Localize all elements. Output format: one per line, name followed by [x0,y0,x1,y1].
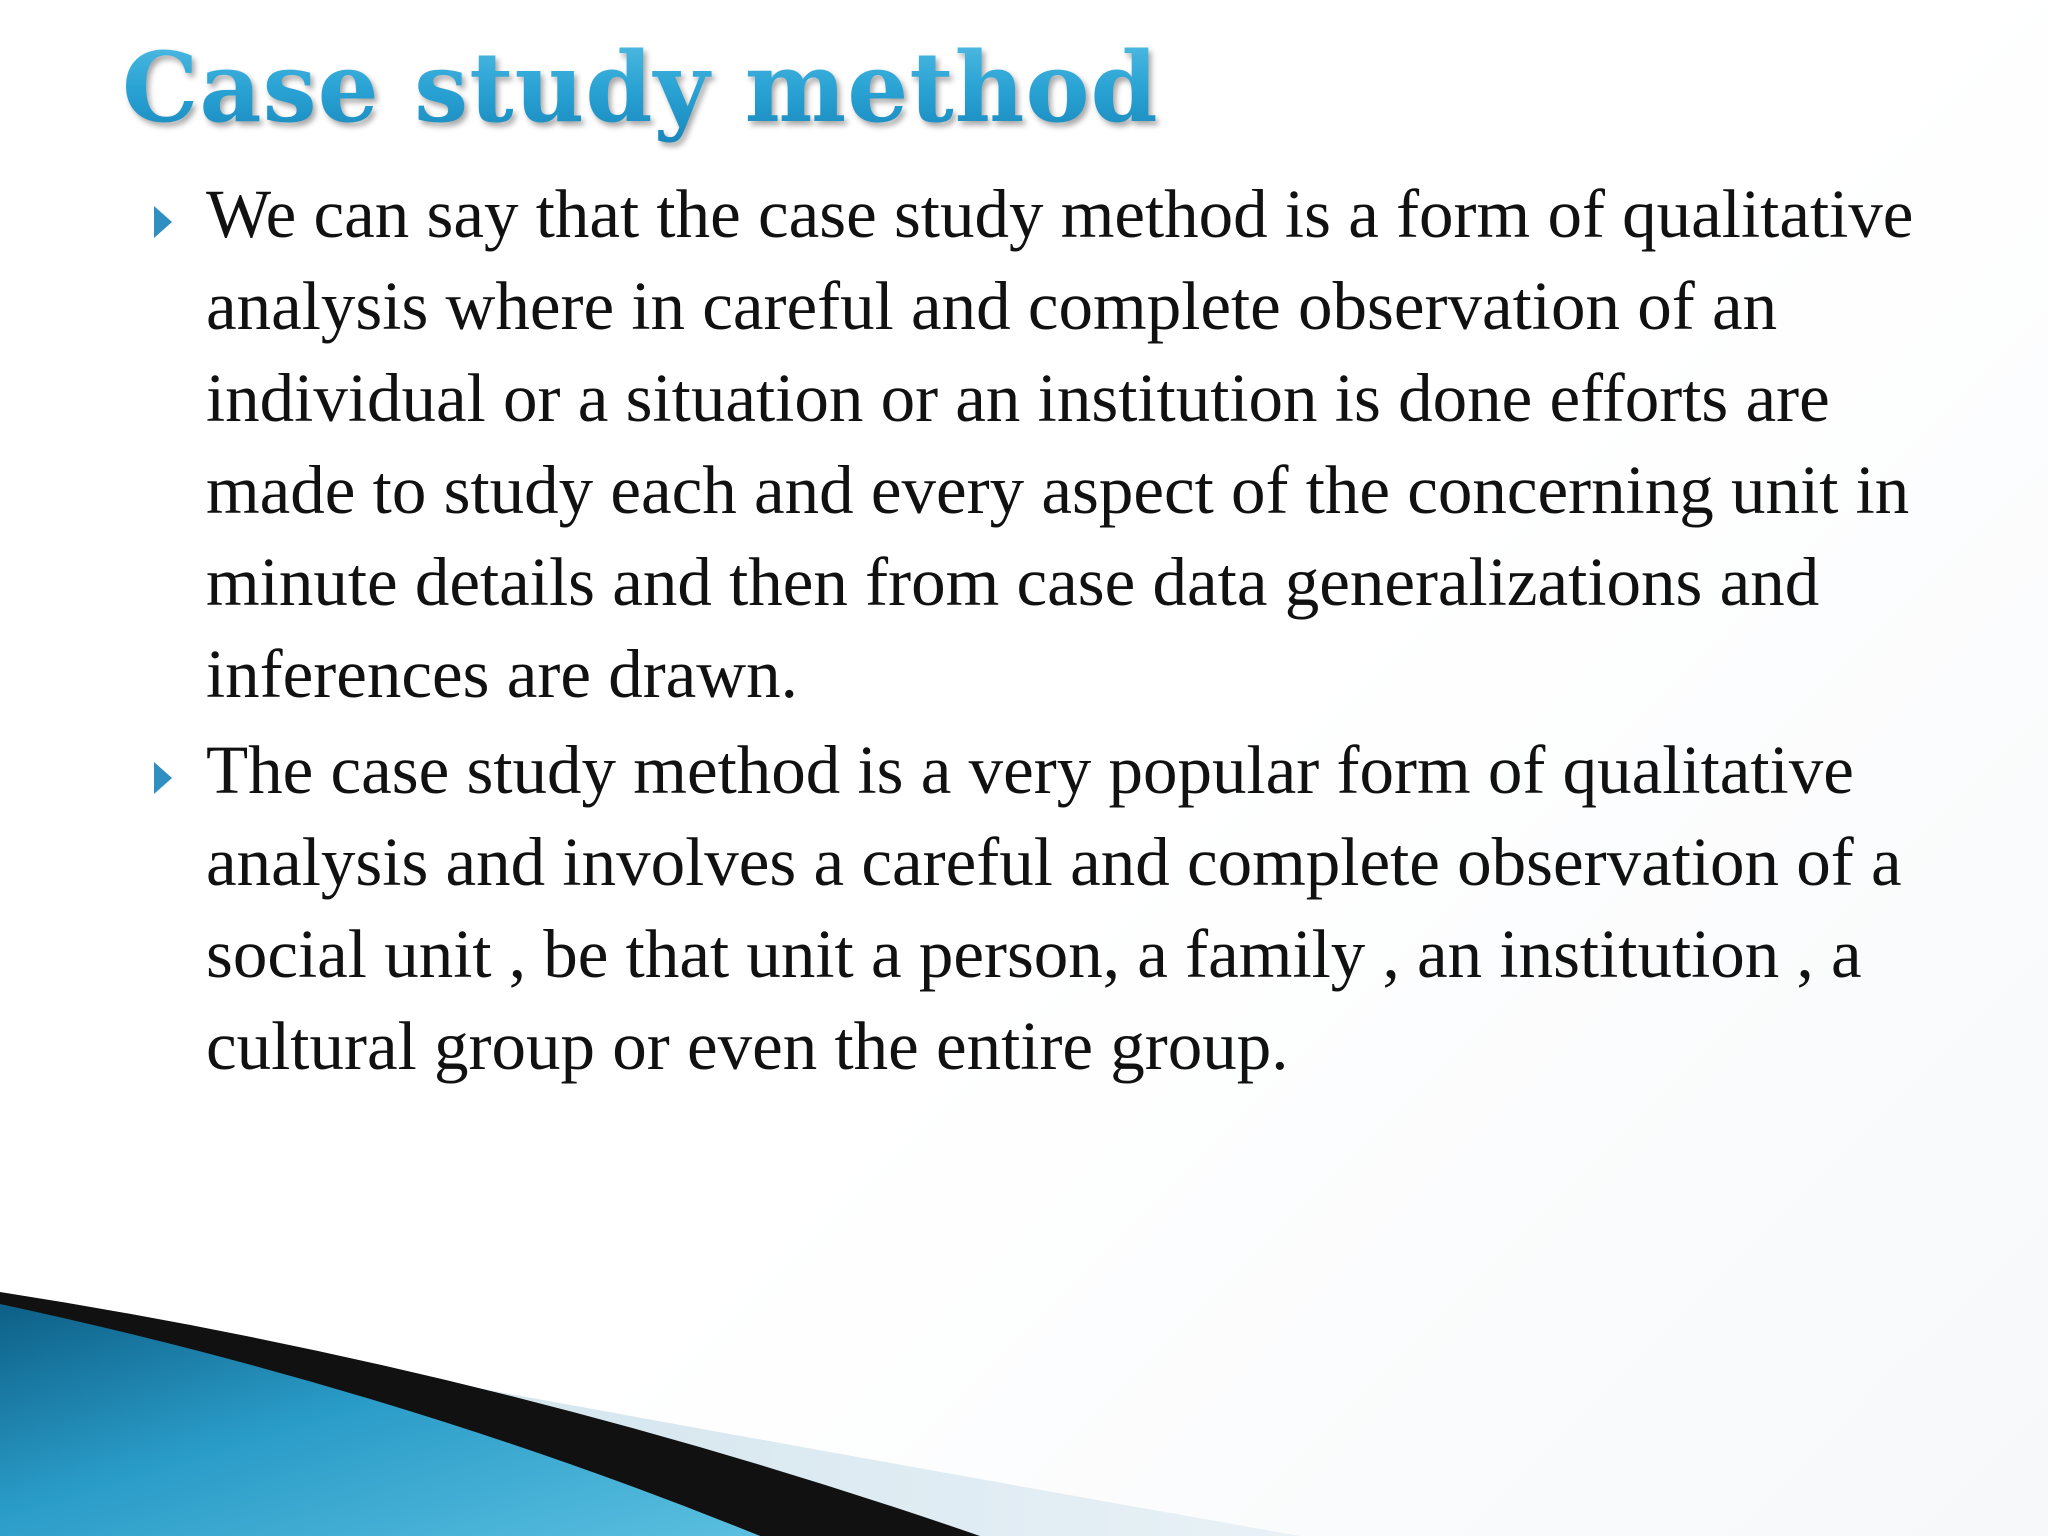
slide-title: Case study method [122,18,1159,158]
bullet-item [150,724,1950,1092]
bullet-text: The case study method is a very popular form of qualitative analysis and involves a careful and complete observation of a social unit , be that unit a person, a family , an institution , a cultural group or even the entire group. [206,732,1902,1084]
decorative-swoosh [0,1280,2048,1536]
triangle-right-icon [154,762,172,794]
bullet-item [150,168,1950,720]
bullet-list [150,168,1950,1096]
bullet-text: We can say that the case study method is a form of qualitative analysis where in careful and complete observation of an individual or a situation or an institution is done efforts are made to study each and every aspect of the concerning unit in minute details and then from case data generalizations and inferences are drawn. [206,176,1914,712]
triangle-right-icon [154,206,172,238]
